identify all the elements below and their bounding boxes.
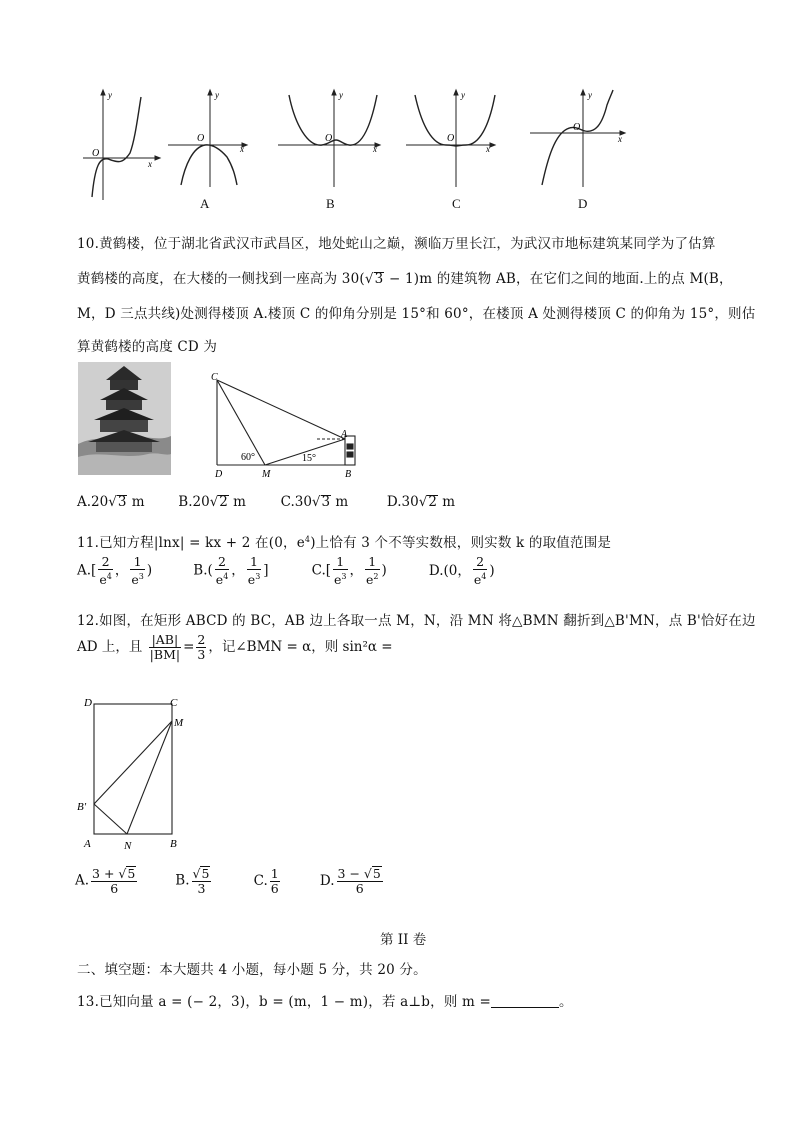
building-ab <box>345 436 355 465</box>
graph-label-c: C <box>452 196 461 211</box>
graph-label-d: D <box>578 196 588 211</box>
svg-text:O: O <box>325 133 333 144</box>
q10-line-3: M，D 三点共线)处测得楼顶 A.楼顶 C 的仰角分别是 15°和 60°，在楼顶 A 处测得楼顶 C 的仰角为 15°，则估 <box>77 306 756 322</box>
mn-segment <box>127 721 172 834</box>
section-2-title: 第 II 卷 <box>380 932 427 948</box>
graph-d <box>530 90 625 187</box>
q10-line-2: 黄鹤楼的高度，在大楼的一侧找到一座高为 30(√3 − 1)m 的建筑物 AB，在它们之间的地面.上的点 M(B， <box>77 271 733 287</box>
svg-text:B: B <box>170 838 177 850</box>
q11-option-d: D.(0， $\frac{2}{e^4}$ ) <box>428 554 495 587</box>
svg-text:O: O <box>197 133 205 144</box>
svg-text:C: C <box>211 372 218 383</box>
q12-line-1: 12.如图，在矩形 ABCD 的 BC，AB 边上各取一点 M，N，沿 MN 将△BMN 翻折到△B'MN，点 B'恰好在边 <box>77 613 756 629</box>
svg-text:O: O <box>447 133 455 144</box>
svg-text:60°: 60° <box>241 452 255 463</box>
q11-option-a: A.[ $\frac{2}{e^4}$ ， $\frac{1}{e^3}$ ) <box>77 554 153 587</box>
section-2-heading: 二、填空题：本大题共 4 小题，每小题 5 分，共 20 分。 <box>77 962 427 978</box>
svg-text:y: y <box>339 90 343 100</box>
q12-option-b: B. $\frac{√5}{3}$ <box>175 866 210 896</box>
b-prime-n-segment <box>94 804 127 834</box>
q12-figure <box>74 692 194 854</box>
svg-text:x: x <box>486 144 490 154</box>
q11-options <box>77 555 495 587</box>
axis-x-label: x <box>148 159 152 169</box>
yellow-crane-tower-photo <box>78 362 171 475</box>
svg-text:y: y <box>588 90 592 100</box>
svg-text:O: O <box>573 122 581 133</box>
svg-text:y: y <box>461 90 465 100</box>
svg-text:C: C <box>170 697 178 709</box>
q10-option-b: B.20√2 m <box>178 494 246 510</box>
graph-label-b: B <box>326 196 335 211</box>
ca-segment <box>217 380 345 439</box>
svg-text:x: x <box>618 134 622 144</box>
graph-a <box>168 90 247 187</box>
q10-options <box>77 494 455 510</box>
q10-line-1: 10.黄鹤楼，位于湖北省武汉市武昌区，地处蛇山之巅，濒临万里长江，为武汉市地标建筑某同学为了估算 <box>77 236 716 252</box>
svg-text:x: x <box>240 144 244 154</box>
svg-text:A: A <box>341 429 348 440</box>
q10-option-a: A.20√3 m <box>77 494 145 510</box>
svg-text:D: D <box>215 469 223 480</box>
q10-option-c: C.30√3 m <box>280 494 349 510</box>
function-graphs <box>75 85 635 210</box>
svg-text:B: B <box>345 469 352 480</box>
svg-text:N: N <box>124 840 132 852</box>
q11-option-b: B.( $\frac{2}{e^4}$ ， $\frac{1}{e^3}$ ] <box>193 554 269 587</box>
svg-text:M: M <box>174 717 184 729</box>
svg-text:B': B' <box>77 801 87 813</box>
q12-options <box>75 866 385 896</box>
svg-text:M: M <box>262 469 271 480</box>
q10-line-4: 算黄鹤楼的高度 CD 为 <box>77 339 218 355</box>
q13-stem: 13.已知向量 a = (− 2，3)，b = (m，1 − m)，若 a⊥b，则 m = 。 <box>77 994 573 1010</box>
svg-text:x: x <box>373 144 377 154</box>
q12-option-a: A. $\frac{3 + √5}{6}$ <box>75 866 136 896</box>
graph-label-a: A <box>200 196 210 211</box>
q10-figure <box>205 368 365 483</box>
graph-original <box>83 90 160 200</box>
svg-text:A: A <box>84 838 91 850</box>
axis-y-label: y <box>108 90 112 100</box>
q13-answer-blank[interactable] <box>491 995 559 1008</box>
q12-option-c: C. $\frac{1}{6}$ <box>253 865 279 896</box>
q12-option-d: D. $\frac{3 - √5}{6}$ <box>319 866 381 896</box>
q11-stem: 11.已知方程|lnx| = kx + 2 在(0，$e^4$)上恰有 3 个不等实数根，则实数 k 的取值范围是 <box>77 535 612 551</box>
q10-option-d: D.30√2 m <box>386 494 455 510</box>
origin-label: O <box>92 148 100 159</box>
svg-text:15°: 15° <box>302 453 316 464</box>
mb-prime-segment <box>94 721 172 804</box>
q11-option-c: C.[ $\frac{1}{e^3}$ ， $\frac{1}{e^2}$ ) <box>311 554 387 587</box>
svg-text:y: y <box>215 90 219 100</box>
q12-line-2: AD 上，且 $\frac{|AB|}{|BM|}$ = $\frac{2}{3}$ ，记∠BMN = α，则 sin²α = <box>77 632 393 662</box>
svg-text:D: D <box>84 697 92 709</box>
